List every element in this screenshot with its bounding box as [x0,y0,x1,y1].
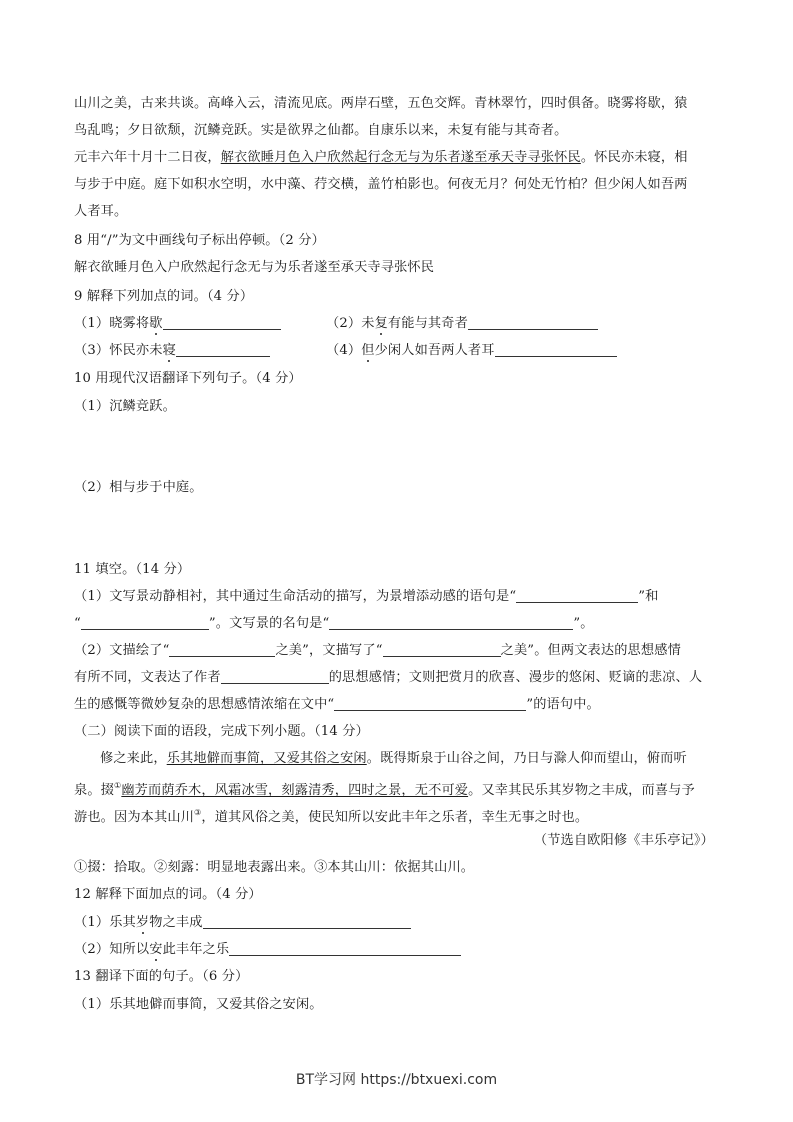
underlined-sentence: 解衣欲睡月色入户欣然起行念无与为乐者遂至承天寺寻张怀民 [220,150,581,165]
q11-title: 11 填空。（14 分） [74,562,191,577]
q10-item2: （2）相与步于中庭。 [74,480,203,495]
q9-item2-label: （2）未复有能与其奇者 [326,314,598,334]
q9-row1 [74,314,724,334]
q11-line5: 生的感慨等微妙复杂的思想感情浓缩在文中“ ”的语句中。 [74,697,600,712]
underlined-sentence: 幽芳而荫乔木，风霜冰雪，刻露清秀，四时之景，无不可爱 [121,783,469,798]
q11-blank7[interactable] [334,696,526,711]
q11-blank2[interactable] [81,615,209,630]
passage1-line4: 与步于中庭。庭下如积水空明，水中藻、荇交横，盖竹柏影也。何夜无月？何处无竹柏？但少闲人如吾两 [74,177,688,192]
q9-item3-blank[interactable] [176,342,270,357]
passage2-line3: 游也。因为本其山川③，道其风俗之美，使民知所以安此丰年之乐者，幸生无事之时也。 [74,808,589,825]
footnote-marker: ③ [194,808,202,817]
dotted-word: 但 [361,343,375,358]
passage1-line3-start: 元丰六年十月十二日夜， [74,150,221,165]
q9-title: 9 解释下列加点的词。（4 分） [74,289,254,304]
q9-item1-blank[interactable] [163,315,281,330]
q9-item4-label: （4）但少闲人如吾两人者耳 [326,341,617,361]
q9-row2 [74,341,724,361]
passage1-line1: 山川之美，古来共谈。高峰入云，清流见底。两岸石壁，五色交辉。青林翠竹，四时俱备。晓雾将歇，猿 [74,96,688,111]
q11-line3: （2）文描绘了“ 之美”，文描写了“ 之美”。但两文表达的思想感情 [74,643,681,658]
underlined-sentence: 乐其地僻而事简，又爱其俗之安闲 [166,751,367,766]
q9-item4-blank[interactable] [495,342,617,357]
dotted-word: 岁 [135,915,150,930]
q9-item3-label: （3）怀民亦未寝 [74,343,176,358]
q13-item1: （1）乐其地僻而事简，又爱其俗之安闲。 [74,997,323,1012]
source-citation: （节选自欧阳修《丰乐亭记》） [533,833,714,848]
q12-item2-blank[interactable] [229,941,461,956]
passage1-line2: 鸟乱鸣；夕日欲颓，沉鳞竞跃。实是欲界之仙都。自康乐以来，未复有能与其奇者。 [74,123,568,138]
passage1-line3 [74,148,724,168]
q8-text: 解衣欲睡月色入户欣然起行念无与为乐者遂至承天寺寻张怀民 [74,260,435,275]
q10-title: 10 用现代汉语翻译下列句子。（4 分） [74,371,302,386]
q9-item1-label: （1）晓雾将歇 [74,316,163,331]
q12-item2: （2）知所以安此丰年之乐 [74,940,724,960]
q12-title: 12 解释下面加点的词。（4 分） [74,887,262,902]
q11-line4: 有所不同，文表达了作者 的思想感情；文则把赏月的欣喜、漫步的悠闲、贬谪的悲凉、人 [74,670,703,685]
footnotes: ①掇：拾取。②刻露：明显地表露出来。③本其山川：依据其山川。 [74,860,475,875]
q12-item1: （1）乐其岁物之丰成 [74,913,724,933]
q9-item2-blank[interactable] [468,315,598,330]
q11-blank5[interactable] [383,642,501,657]
q11-blank3[interactable] [329,615,573,630]
q11-line2: “ ”。文写景的名句是“ ”。 [74,616,594,631]
q10-item1: （1）沉鳞竞跃。 [74,399,176,414]
passage1-line3-end: 。怀民亦未寝，相 [580,150,688,165]
passage2-line1: 修之来此，乐其地僻而事简，又爱其俗之安闲。既得斯泉于山谷之间，乃日与滁人仰而望山，俯而听 [100,751,687,766]
q11-blank4[interactable] [169,642,275,657]
passage2-line2: 泉。掇①幽芳而荫乔木，风霜冰雪，刻露清秀，四时之景，无不可爱。又幸其民乐其岁物之丰成，而喜与予 [74,781,695,798]
q11-blank6[interactable] [221,669,329,684]
dotted-word: 寝 [162,343,176,358]
dotted-word: 复 [374,316,388,331]
q13-title: 13 翻译下面的句子。（6 分） [74,969,249,984]
footnote-marker: ① [114,781,122,790]
dotted-word: 安 [149,942,163,957]
section2-title: （二）阅读下面的语段，完成下列小题。（14 分） [74,724,369,739]
q11-blank1[interactable] [516,588,638,603]
passage1-line5: 人者耳。 [74,204,128,219]
q11-line1: （1）文写景动静相衬，其中通过生命活动的描写，为景增添动感的语句是“ ”和 [74,589,659,604]
footer-watermark[interactable]: BT学习网 https://btxuexi.com [295,1072,498,1088]
q8-title: 8 用“/”为文中画线句子标出停顿。（2 分） [74,233,325,248]
q12-item1-blank[interactable] [203,914,411,929]
dotted-word: 歇 [149,316,163,331]
